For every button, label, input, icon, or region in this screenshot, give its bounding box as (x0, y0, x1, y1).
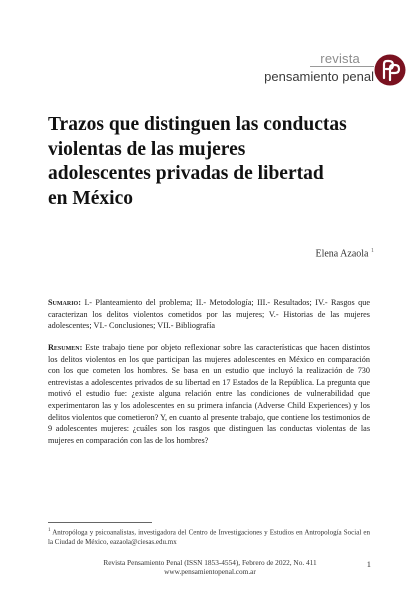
abstract-block (48, 342, 370, 446)
abstract-label: Resumen: (48, 343, 83, 352)
abstract-text: Este trabajo tiene por objeto reflexionar sobre las características que hacen distintos los delitos violentos en los que participan las mujeres adolescentes en México en comparación con los que cometen los hombres. Se basa en un estudio que incluyó la realización de 730 entrevistas a adolescentes privados de su libertad en 17 Estados de la República. La pregunta que motivó el estudio fue: ¿existe alguna relación entre las condiciones de vulnerabilidad que experimentaron las y los adolescentes en su primera infancia (Adverse Child Experiences) y los delitos violentos que cometieron? Y, en cuanto al presente trabajo, que contiene los testimonios de 9 adolescentes mujeres: ¿cuáles son los rasgos que distinguen las conductas violentas de las mujeres en comparación con las de los hombres? (48, 343, 370, 445)
summary-block (48, 297, 370, 332)
page-number: 1 (366, 559, 371, 569)
footnote-divider (48, 522, 152, 523)
footer-citation: Revista Pensamiento Penal (ISSN 1853-4554), Febrero de 2022, No. 411 (103, 558, 317, 567)
footer-url[interactable]: www.pensamientopenal.com.ar (164, 567, 256, 576)
pp-monogram-icon (374, 54, 406, 86)
author-name: Elena Azaola (315, 248, 369, 260)
footnote-marker: 1 (48, 528, 51, 533)
author-footnote-ref[interactable]: 1 (371, 248, 374, 254)
journal-brand (264, 50, 374, 85)
page-footer (100, 558, 320, 576)
author-line (315, 248, 374, 259)
footnote (48, 526, 370, 547)
brand-name-top: revista (310, 52, 374, 67)
article-title: Trazos que distinguen las conductas violentas de las mujeres adolescentes privadas de libertad en México (48, 114, 347, 209)
summary-label: Sumario: (48, 298, 81, 307)
footnote-text: Antropóloga y psicoanalistas, investigadora del Centro de Investigaciones y Estudios en Antropología Social en la Ciudad de México, eazaola@ciesas.edu.mx (48, 528, 370, 546)
summary-text: I.- Planteamiento del problema; II.- Metodología; III.- Resultados; IV.- Rasgos que caracterizan los delitos violentos cometidos por las mujeres; V.- Historias de las mujeres adolescentes; VI.- Conclusiones; VII.- Bibliografía (48, 298, 371, 331)
brand-name-bottom: pensamiento penal (264, 69, 374, 84)
